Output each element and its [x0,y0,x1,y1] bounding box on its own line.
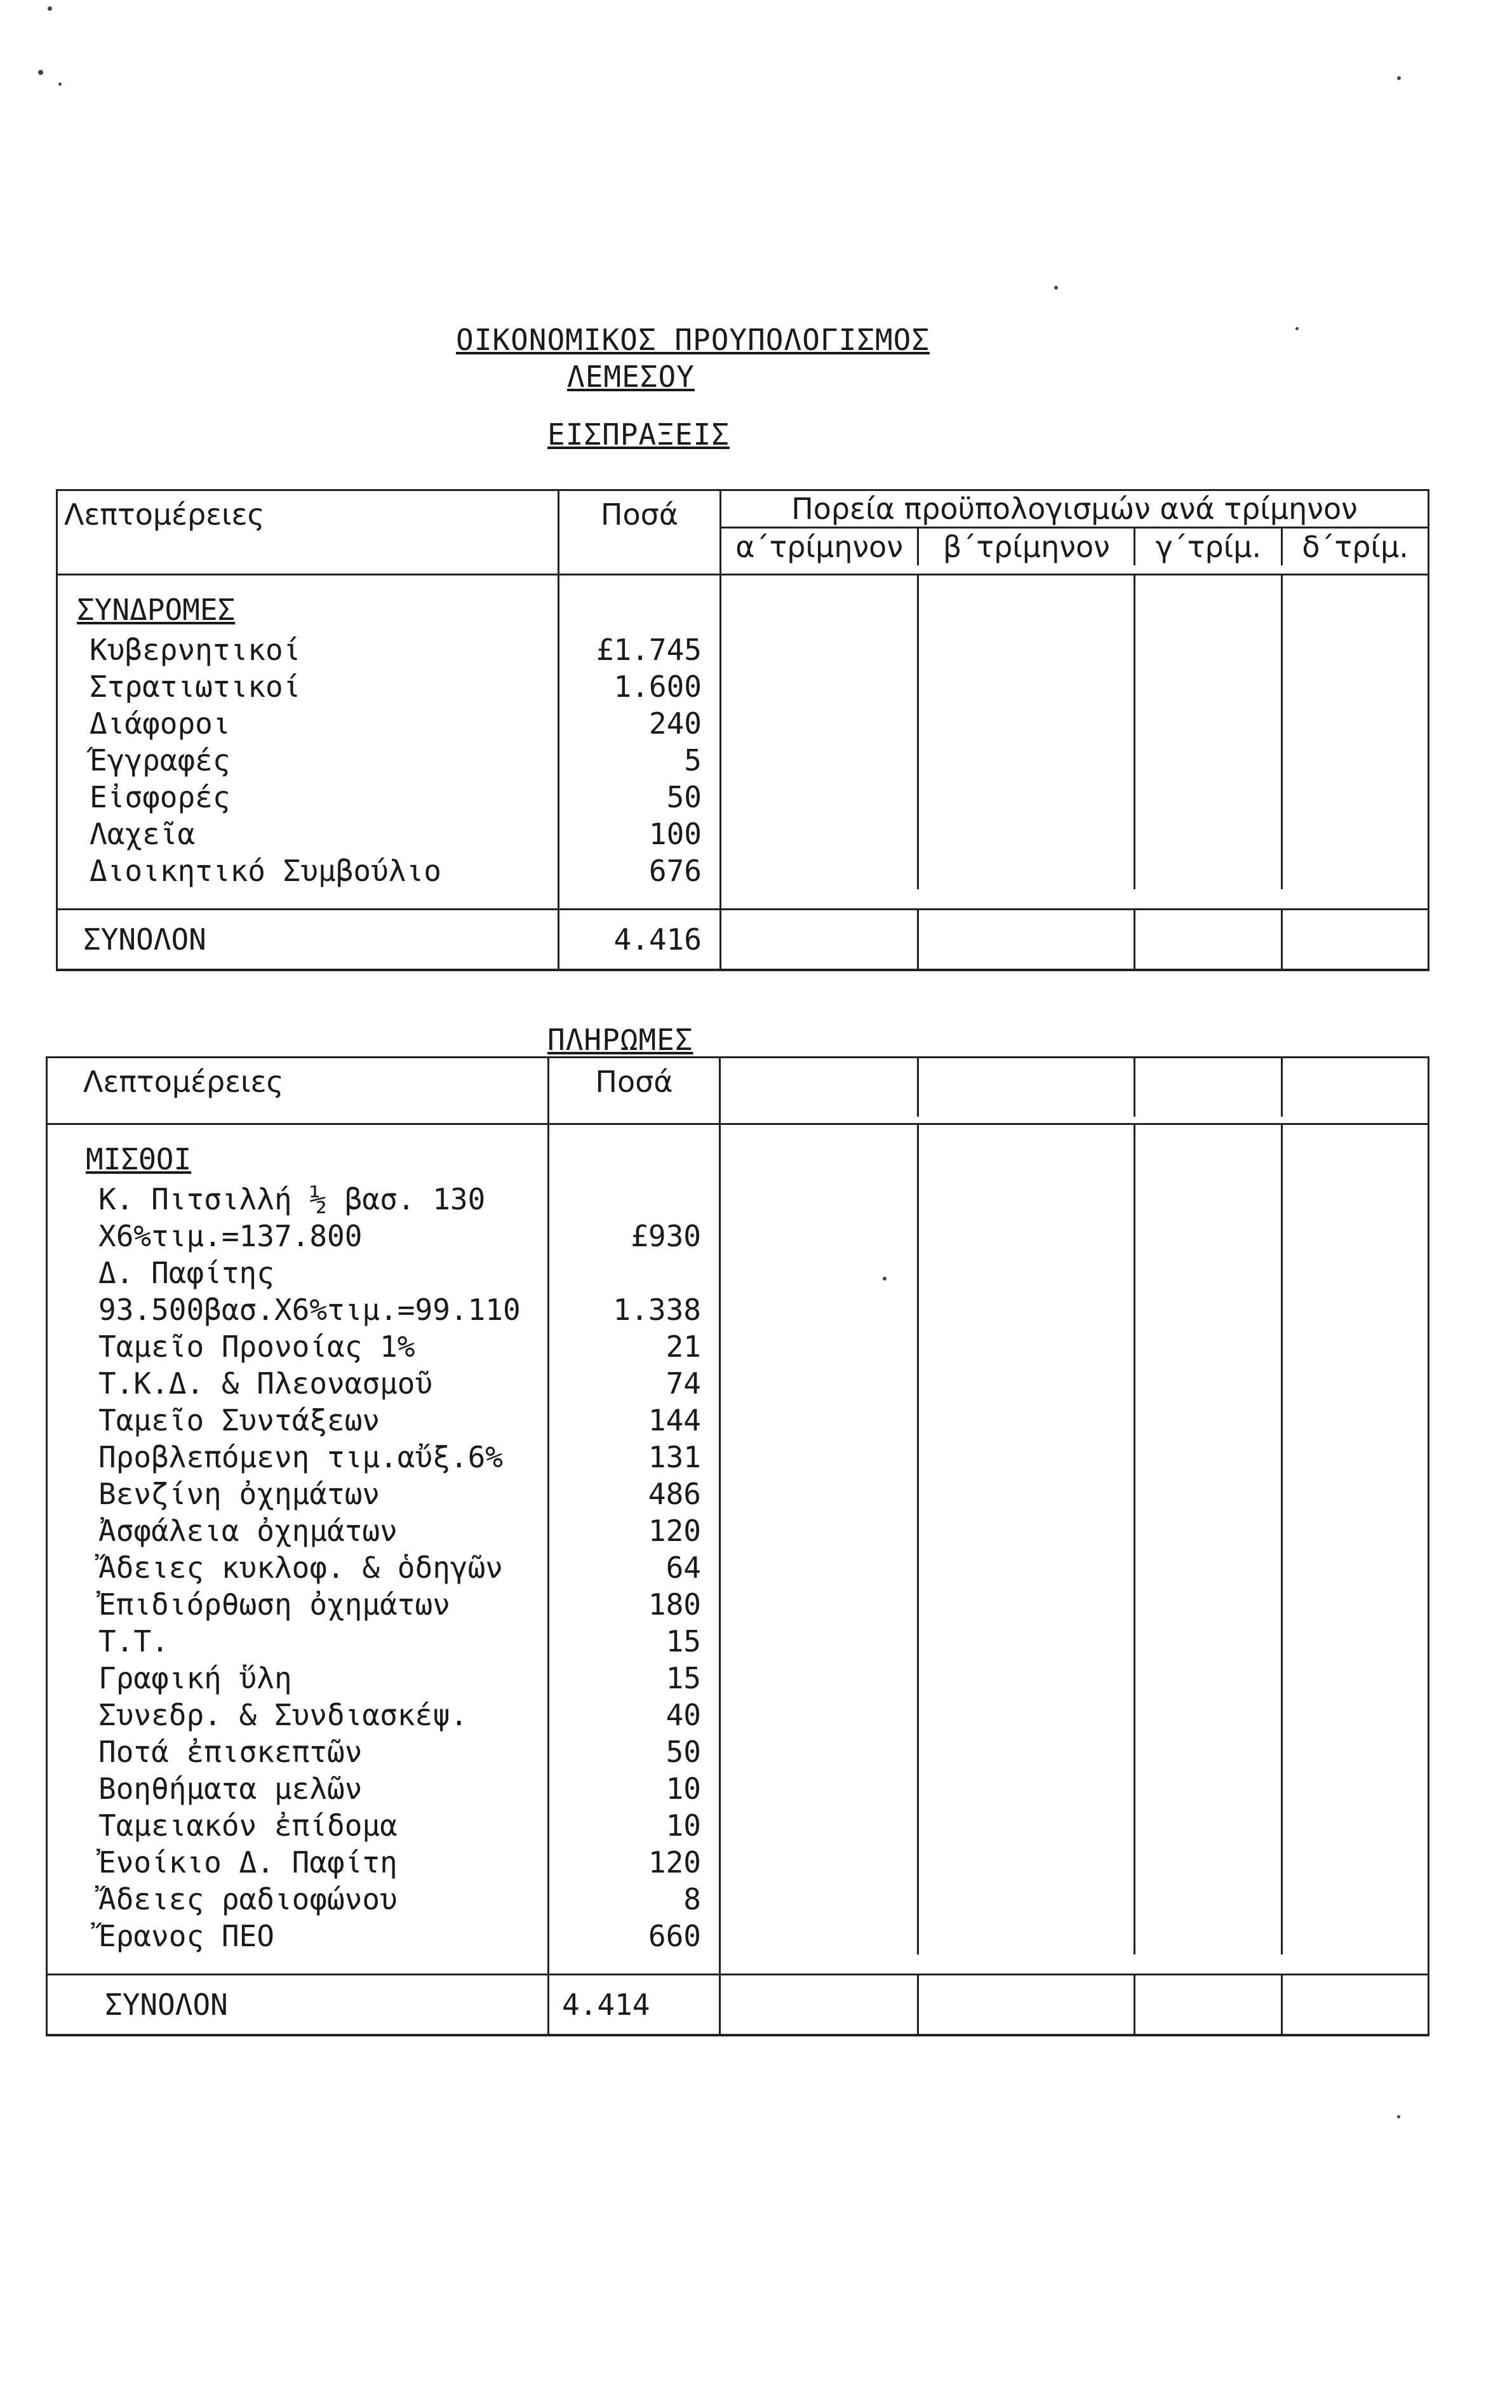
table-row [57,742,1429,779]
row-label: Διοικητικό Συμβούλιο [57,852,559,889]
table-row [47,1402,1429,1439]
table-row [47,1733,1429,1770]
table-row [47,1807,1429,1844]
table-row [47,1586,1429,1623]
spacer-row [57,889,1429,910]
table-row [47,1660,1429,1697]
table-row [47,1881,1429,1918]
payments-total-label: ΣΥΝΟΛΟΝ [47,1975,549,2036]
row-label: Ταμεῖο Συντάξεων [47,1402,549,1439]
row-amount: 486 [549,1476,720,1512]
scan-speck [1397,76,1401,80]
spacer-row [47,1954,1429,1975]
row-amount: 120 [549,1844,720,1881]
progress-header-label: Πορεία προϋπολογισμών ανά τρίμηνον [721,491,1428,528]
quarter-4-header: δ΄τρίμ. [1302,530,1408,564]
row-amount [549,1254,720,1291]
row-label: Κυβερνητικοί [57,631,559,668]
table-row [47,1439,1429,1476]
table-row [57,816,1429,852]
payments-total-amount: 4.414 [549,1975,720,2036]
table-row [47,1844,1429,1881]
table-row [47,1291,1429,1328]
row-label: Λαχεῖα [57,816,559,852]
payments-section-label: ΜΙΣΘΟΙ [47,1124,549,1181]
row-amount: 180 [549,1586,720,1623]
row-label: Κ. Πιτσιλλή ½ βασ. 130 [47,1181,549,1218]
row-amount: 240 [559,705,721,742]
row-label: Ἐπιδιόρθωση ὀχημάτων [47,1586,549,1623]
row-label: Γραφική ὕλη [47,1660,549,1697]
row-label: Εἰσφορές [57,779,559,816]
payments-details-header: Λεπτομέρειες [47,1058,549,1124]
row-amount [549,1181,720,1218]
row-label: Ἄδειες ραδιοφώνου [47,1881,549,1918]
table-row [47,1181,1429,1218]
receipts-section-label: ΣΥΝΔΡΟΜΕΣ [57,575,559,632]
row-amount: 64 [549,1549,720,1586]
table-row [47,1254,1429,1291]
table-row [47,1365,1429,1402]
payments-heading: ΠΛΗΡΩΜΕΣ [547,1023,693,1057]
table-row [57,668,1429,705]
row-label: Ταμειακόν ἐπίδομα [47,1807,549,1844]
row-amount: 10 [549,1807,720,1844]
row-amount: 15 [549,1660,720,1697]
row-label: Στρατιωτικοί [57,668,559,705]
row-label: Έγγραφές [57,742,559,779]
row-label: Συνεδρ. & Συνδιασκέψ. [47,1697,549,1733]
table-row [57,705,1429,742]
table-row [57,779,1429,816]
row-label: Διάφοροι [57,705,559,742]
row-amount: 676 [559,852,721,889]
scan-speck [1295,327,1299,330]
receipts-section-row [57,575,1429,632]
row-label: Ἄδειες κυκλοφ. & ὁδηγῶν [47,1549,549,1586]
row-amount: 10 [549,1770,720,1807]
amount-header: Ποσά [559,490,721,575]
table-row [47,1697,1429,1733]
payments-header-row [47,1058,1429,1124]
scan-speck [883,1277,886,1281]
scan-speck [38,70,43,75]
row-amount: £1.745 [559,631,721,668]
row-amount: 1.338 [549,1291,720,1328]
receipts-total-row [57,910,1429,971]
table-row [57,631,1429,668]
table-row [47,1623,1429,1660]
scan-speck [48,6,52,11]
receipts-heading: ΕΙΣΠΡΑΞΕΙΣ [547,417,730,452]
receipts-total-amount: 4.416 [559,910,721,971]
payments-table [46,1056,1429,2036]
row-label: Ταμεῖο Προνοίας 1% [47,1328,549,1365]
scan-speck [1054,286,1058,290]
payments-section-row [47,1124,1429,1181]
row-amount: 5 [559,742,721,779]
table-row [47,1328,1429,1365]
table-row [47,1918,1429,1954]
row-amount: 120 [549,1512,720,1549]
row-label: Τ.Κ.Δ. & Πλεονασμοῦ [47,1365,549,1402]
details-header: Λεπτομέρειες [57,490,559,575]
row-amount: 144 [549,1402,720,1439]
row-label: Βενζίνη ὀχημάτων [47,1476,549,1512]
row-amount: 50 [549,1733,720,1770]
row-amount: 8 [549,1881,720,1918]
row-label: Δ. Παφίτης [47,1254,549,1291]
row-amount: 40 [549,1697,720,1733]
receipts-header-row [57,490,1429,575]
table-row [47,1476,1429,1512]
document-title: ΟΙΚΟΝΟΜΙΚΟΣ ΠΡΟΥΠΟΛΟΓΙΣΜΟΣ [456,323,930,357]
row-amount: 131 [549,1439,720,1476]
quarter-headers [721,528,1428,565]
quarter-2-header: β΄τρίμηνον [919,528,1135,565]
row-amount: 15 [549,1623,720,1660]
payments-total-row [47,1975,1429,2036]
quarter-1-header: α΄τρίμηνον [721,528,919,565]
row-label: Ποτά ἐπισκεπτῶν [47,1733,549,1770]
row-amount: 1.600 [559,668,721,705]
row-amount: 660 [549,1918,720,1954]
row-label: Βοηθήματα μελῶν [47,1770,549,1807]
row-amount: 100 [559,816,721,852]
table-row [57,852,1429,889]
scan-speck [58,83,62,86]
row-label: Ἐνοίκιο Δ. Παφίτη [47,1844,549,1881]
row-amount: £930 [549,1218,720,1254]
quarter-3-header: γ΄τρίμ. [1135,528,1283,565]
row-label: Ἀσφάλεια ὀχημάτων [47,1512,549,1549]
row-amount: 21 [549,1328,720,1365]
row-label: Τ.Τ. [47,1623,549,1660]
document-subtitle: ΛΕΜΕΣΟΥ [567,360,695,394]
receipts-table [56,489,1429,971]
quarterly-progress-header [721,490,1429,575]
row-label: Ἔρανος ΠΕΟ [47,1918,549,1954]
row-label: Χ6%τιμ.=137.800 [47,1218,549,1254]
row-label: Προβλεπόμενη τιμ.αὔξ.6% [47,1439,549,1476]
table-row [47,1512,1429,1549]
table-row [47,1218,1429,1254]
row-amount: 50 [559,779,721,816]
table-row [47,1770,1429,1807]
payments-amount-header: Ποσά [549,1058,720,1124]
row-amount: 74 [549,1365,720,1402]
row-label: 93.500βασ.Χ6%τιμ.=99.110 [47,1291,549,1328]
receipts-total-label: ΣΥΝΟΛΟΝ [57,910,559,971]
table-row [47,1549,1429,1586]
scan-speck [1397,2115,1400,2118]
